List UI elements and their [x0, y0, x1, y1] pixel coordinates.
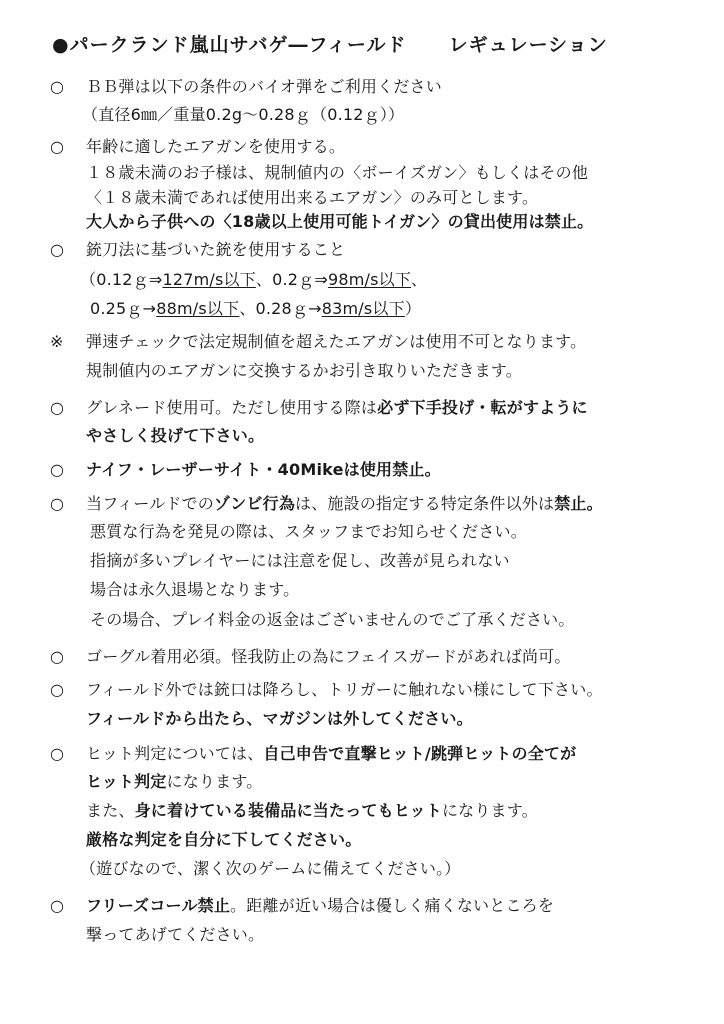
goggles-line-1: ゴーグル着用必須。怪我防止の為にフェイスガードがあれば尚可。 [86, 647, 571, 666]
hit-l3-c: になります。 [441, 801, 538, 820]
law-l2-e: 、 [411, 270, 428, 289]
field-name: パークランド嵐山サバゲ―フィールド [69, 34, 407, 56]
hit-line-3 [86, 800, 538, 822]
hit-l3-a: また、 [86, 801, 135, 820]
hit-equipment: 身に着けている装備品に当たってもヒット [134, 801, 442, 820]
zombie-l1-a: 当フィールドでの [86, 494, 215, 513]
freeze-line-2: 撃ってあげてください。 [86, 925, 265, 944]
hit-line-2 [86, 771, 262, 793]
speed-limit-025: 88m/s以下 [156, 299, 240, 318]
outside-line-1: フィールド外では銃口は降ろし、トリガーに触れない様にして下さい。 [86, 680, 603, 699]
freeze-call-ban: フリーズコール禁止 [86, 896, 231, 915]
law-l2-a: （0.12ｇ⇒ [80, 270, 163, 289]
zombie-line-3: 指摘が多いプレイヤーには注意を促し、改善が見られない [90, 551, 510, 570]
law-l2-c: 、0.2ｇ⇒ [255, 270, 328, 289]
goggles-bullet: ○ [50, 647, 64, 666]
hit-l2-b: になります。 [166, 772, 263, 791]
age-line-3: 〈１８歳未満であれば使用出来るエアガン〉のみ可とします。 [86, 188, 539, 207]
grenade-line-1 [86, 397, 588, 419]
age-line-2: １８歳未満のお子様は、規制値内の〈ボーイズガン〉もしくはその他 [86, 163, 589, 182]
age-bullet: ○ [50, 137, 64, 156]
hit-judgement: ヒット判定 [86, 772, 167, 791]
zombie-l1-c: は、施設の指定する特定条件以外は [295, 494, 555, 513]
zombie-line-1 [86, 493, 603, 515]
grenade-gently: やさしく投げて下さい。 [86, 426, 265, 445]
zombie-line-4: 場合は永久退場となります。 [90, 580, 300, 599]
bb-line-1: ＢＢ弾は以下の条件のバイオ弾をご利用ください [86, 77, 442, 96]
hit-self-report: 自己申告で直撃ヒット/跳弾ヒットの全てが [263, 744, 577, 763]
freeze-line-1 [86, 895, 554, 917]
hit-line-4 [86, 829, 361, 851]
grenade-l1-a: グレネード使用可。ただし使用する際は [86, 398, 378, 417]
grenade-bullet: ○ [50, 398, 64, 417]
freeze-bullet: ○ [50, 896, 64, 915]
speed-limit-012: 127m/s以下 [162, 270, 256, 289]
age-line-1: 年齢に適したエアガンを使用する。 [86, 137, 346, 156]
zombie-line-5: その場合、プレイ料金の返金はございませんのでご了承ください。 [90, 610, 575, 629]
hit-l1-a: ヒット判定については、 [86, 744, 264, 763]
law-l3-c: 、0.28ｇ→ [239, 299, 322, 318]
knife-bullet: ○ [50, 460, 64, 479]
title-heading: レギュレーション [448, 34, 608, 56]
law-line-3 [90, 298, 421, 320]
bb-bullet: ○ [50, 77, 64, 96]
knife-laser-ban: ナイフ・レーザーサイト・40Mikeは使用禁止。 [86, 460, 441, 479]
note-mark: ※ [50, 332, 64, 351]
page-title [52, 34, 608, 56]
zombie-line-2: 悪質な行為を発見の際は、スタッフまでお知らせください。 [90, 522, 527, 541]
outside-line-2 [86, 708, 473, 730]
outside-bullet: ○ [50, 680, 64, 699]
grenade-underhand: 必ず下手投げ・転がすように [377, 398, 588, 417]
law-line-2 [80, 269, 427, 291]
age-line-4 [86, 211, 593, 233]
note-line-1: 弾速チェックで法定規制値を超えたエアガンは使用不可となります。 [86, 332, 587, 351]
title-mark: ● [52, 34, 70, 56]
speed-limit-028: 83m/s以下 [321, 299, 405, 318]
hit-line-1 [86, 743, 576, 765]
hit-bullet: ○ [50, 744, 64, 763]
law-line-1: 銃刀法に基づいた銃を使用すること [86, 240, 346, 259]
law-l3-a: 0.25ｇ→ [90, 299, 157, 318]
bb-line-2: （直径6㎜／重量0.2g～0.28ｇ（0.12ｇ）） [82, 105, 405, 124]
knife-line-1 [86, 459, 441, 481]
speed-limit-02: 98m/s以下 [327, 270, 412, 289]
law-bullet: ○ [50, 240, 64, 259]
grenade-line-2 [86, 425, 264, 447]
note-line-2: 規制値内のエアガンに交換するかお引き取りいただきます。 [86, 361, 522, 380]
zombie-ban: 禁止。 [554, 494, 603, 513]
hit-strict: 厳格な判定を自分に下してください。 [86, 830, 362, 849]
remove-magazine: フィールドから出たら、マガジンは外してください。 [86, 709, 473, 728]
zombie-bullet: ○ [50, 494, 64, 513]
zombie-act: ゾンビ行為 [214, 494, 296, 513]
hit-line-5: （遊びなので、潔く次のゲームに備えてください。） [80, 859, 461, 878]
freeze-l1-b: 。距離が近い場合は優しく痛くないところを [230, 896, 555, 915]
age-rental-ban: 大人から子供への〈18歳以上使用可能トイガン〉の貸出使用は禁止。 [86, 212, 594, 231]
law-l3-e: ） [404, 299, 422, 318]
